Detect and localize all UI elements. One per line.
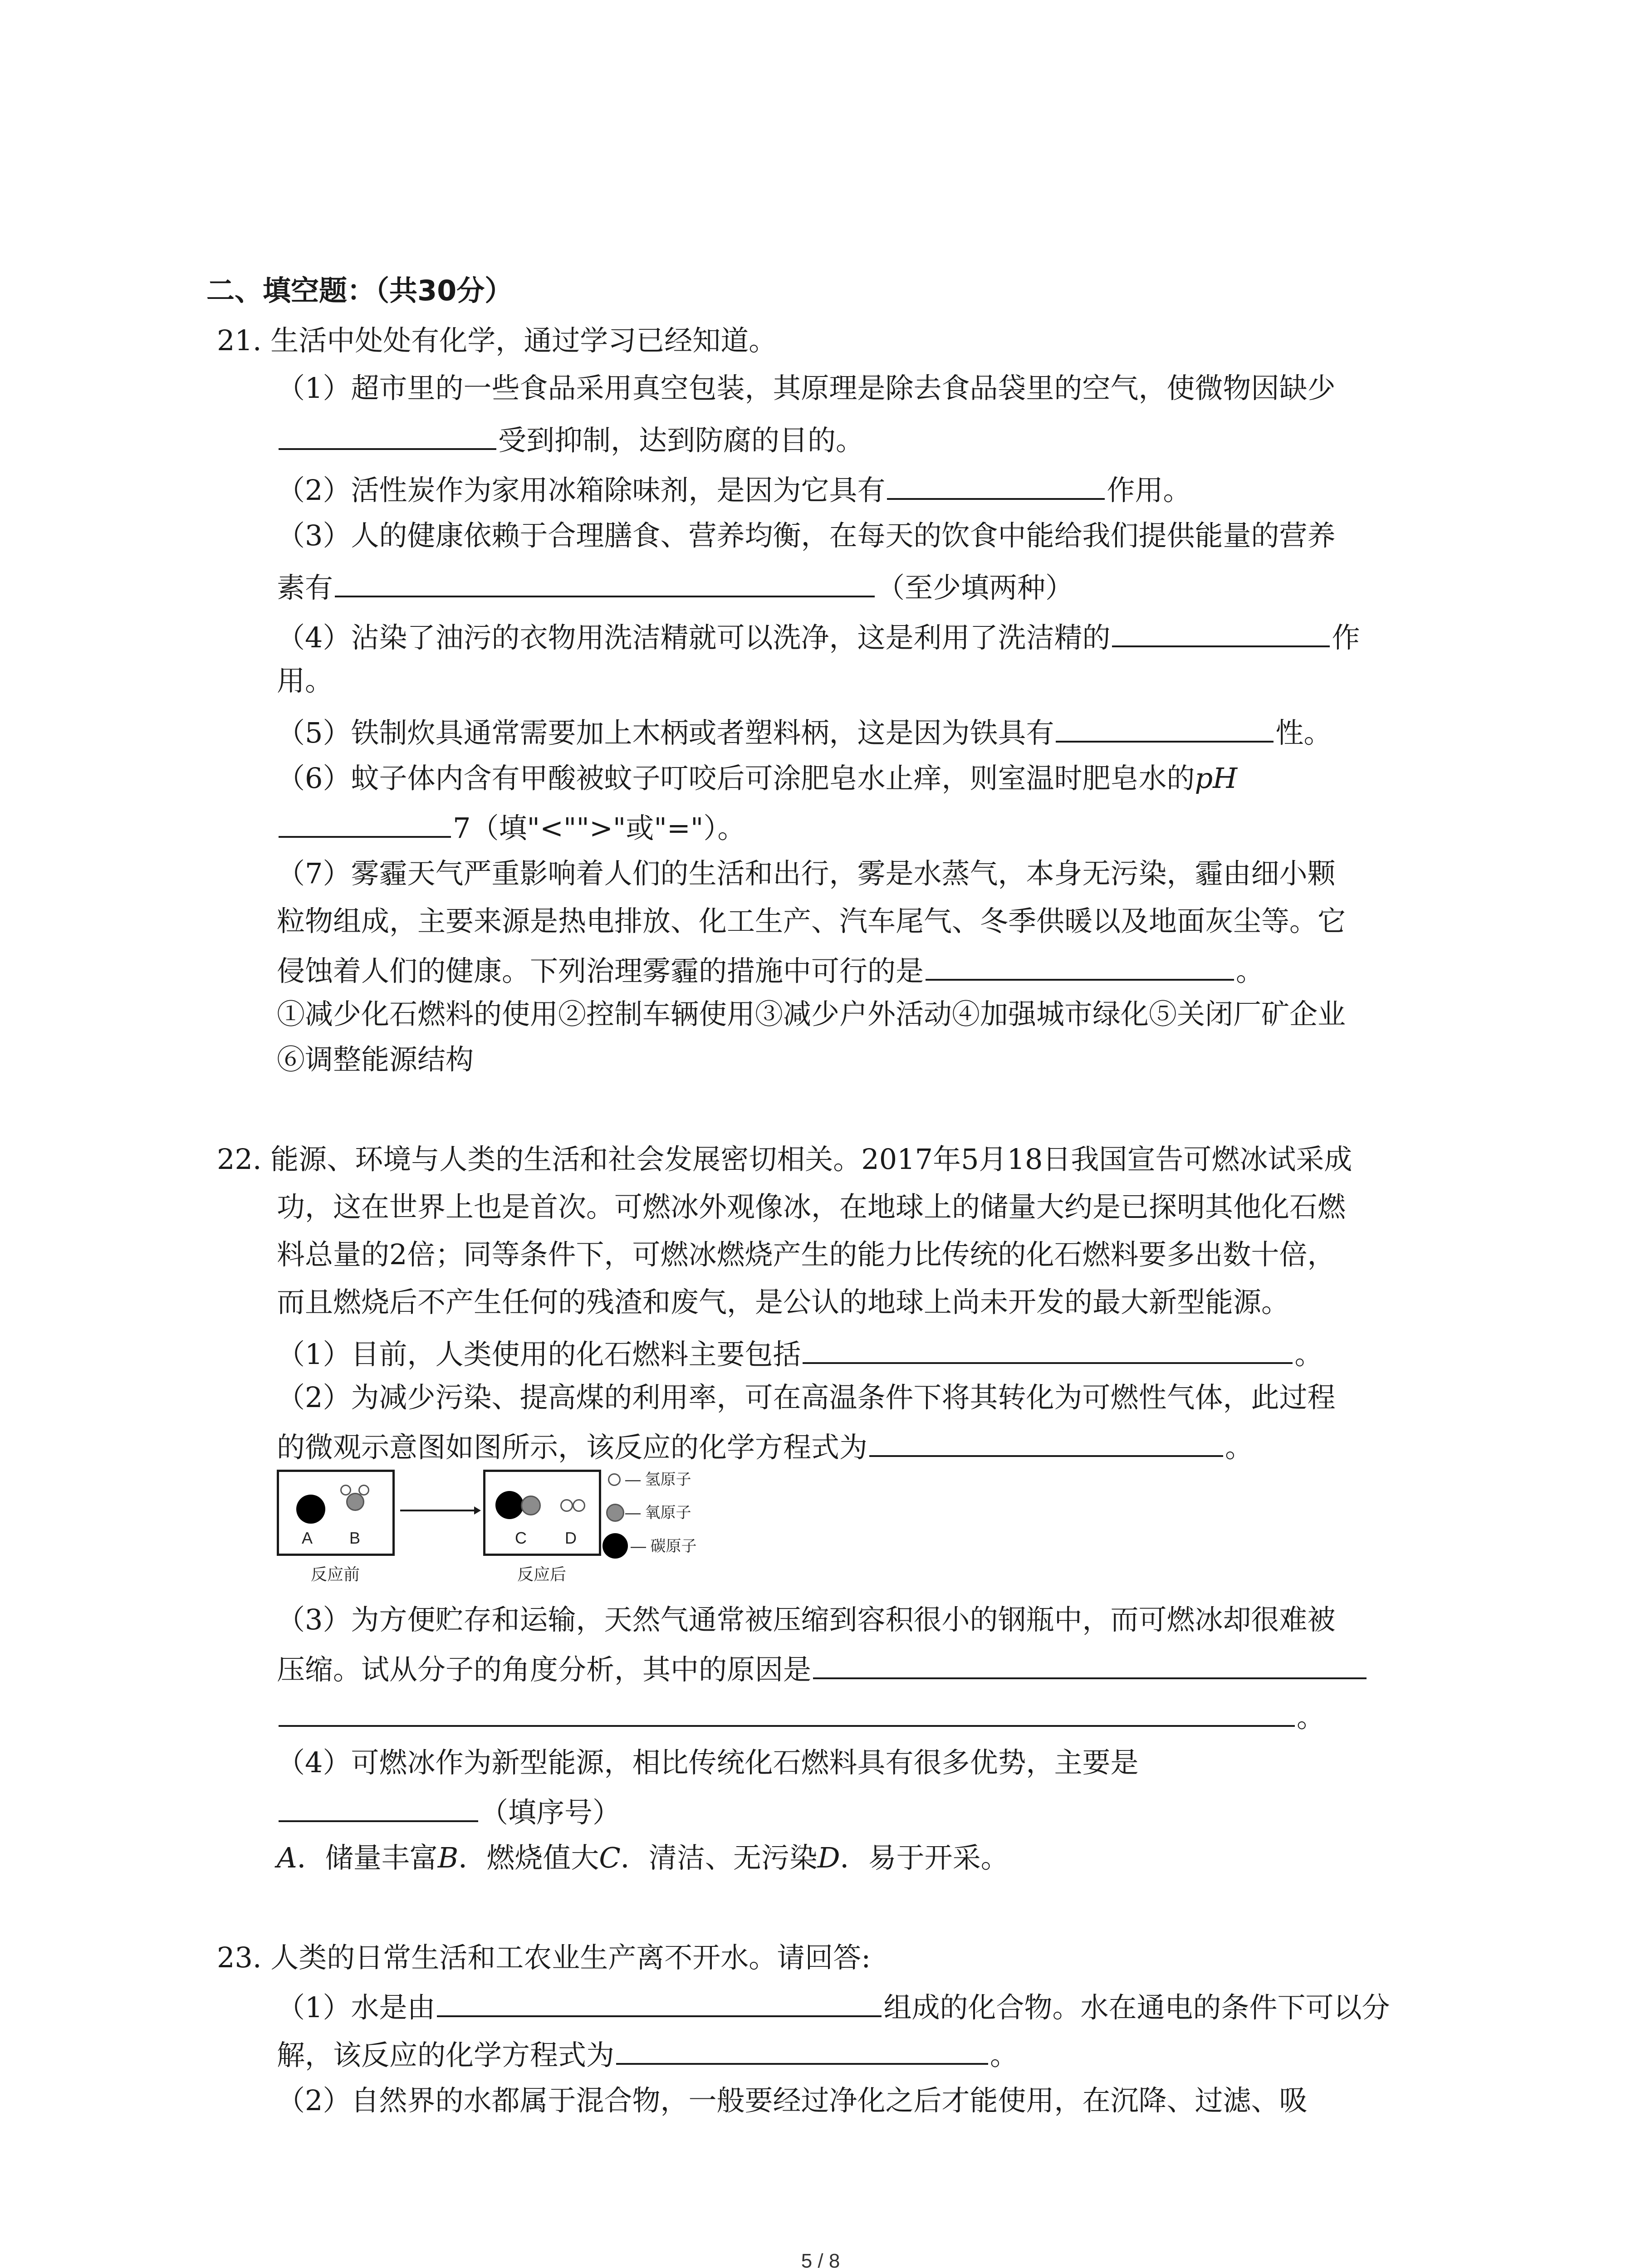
- caption-after: 反应后: [517, 1565, 567, 1584]
- q21-stem: 21. 生活中处处有化学，通过学习已经知道。: [217, 324, 777, 357]
- answer-blank[interactable]: [887, 472, 1105, 500]
- option-a-letter: A: [277, 1841, 297, 1874]
- page-number: 5 / 8: [801, 2250, 840, 2268]
- hydrogen-atom: [560, 1499, 573, 1512]
- q22-p4-tail: （填序号）: [480, 1796, 621, 1829]
- section-title: 二、填空题：（共30分）: [206, 274, 513, 307]
- q22-p4-line2: [277, 1794, 621, 1828]
- hydrogen-atom: [340, 1485, 351, 1496]
- legend-carbon: — 碳原子: [631, 1538, 697, 1555]
- legend-oxygen: — 氧原子: [625, 1504, 691, 1521]
- legend-hydrogen: — 氢原子: [625, 1471, 691, 1488]
- option-c-text: ．清洁、无污染: [620, 1841, 818, 1874]
- q21-p7-line3: [277, 953, 1264, 987]
- answer-blank[interactable]: [813, 1651, 1367, 1679]
- answer-blank[interactable]: [1112, 619, 1330, 647]
- q22-options: [277, 1842, 1009, 1874]
- oxygen-atom: [521, 1496, 541, 1515]
- q22-p3-line2: [277, 1651, 1368, 1686]
- q21-p4-line2: 用。: [277, 664, 333, 697]
- q21-p6-text: （6）蚊子体内含有甲酸被蚊子叮咬后可涂肥皂水止痒，则室温时肥皂水的: [277, 762, 1195, 795]
- label-a: A: [302, 1529, 313, 1547]
- q21-p2-text: （2）活性炭作为家用冰箱除味剂，是因为它具有: [277, 474, 886, 507]
- hydrogen-legend-icon: [608, 1473, 621, 1486]
- q21-p6-tail: 7（填"<"">"或"="）。: [453, 811, 746, 845]
- q21-p3-line1: （3）人的健康依赖于合理膳食、营养均衡，在每天的饮食中能给我们提供能量的营养: [277, 519, 1336, 552]
- option-b-text: ．燃烧值大: [458, 1841, 599, 1874]
- q22-p1-tail: 。: [1294, 1338, 1323, 1371]
- q22-p3-text: 压缩。试从分子的角度分析，其中的原因是: [277, 1653, 812, 1686]
- q21-p5-tail: 性。: [1275, 716, 1332, 749]
- option-d-letter: D: [817, 1841, 840, 1874]
- q21-p2-tail: 作用。: [1107, 474, 1191, 507]
- answer-blank[interactable]: [869, 1429, 1223, 1457]
- q23-stem: 23. 人类的日常生活和工农业生产离不开水。请回答:: [217, 1941, 871, 1974]
- answer-blank[interactable]: [1056, 714, 1274, 743]
- q22-p2-tail: 。: [1225, 1431, 1254, 1464]
- q22-stem-line2: 功，这在世界上也是首次。可燃冰外观像冰，在地球上的储量大约是已探明其他化石燃: [277, 1190, 1346, 1223]
- q23-p1-tail: 。: [990, 2038, 1019, 2072]
- hydrogen-atom: [573, 1499, 585, 1512]
- q22-p2-text: 的微观示意图如图所示，该反应的化学方程式为: [277, 1431, 868, 1464]
- carbon-atom: [495, 1491, 524, 1519]
- q22-p1: [277, 1336, 1323, 1370]
- q22-p4-line1: （4）可燃冰作为新型能源，相比传统化石燃料具有很多优势，主要是: [277, 1746, 1139, 1779]
- answer-blank[interactable]: [926, 953, 1234, 981]
- arrow-icon: [399, 1504, 481, 1517]
- answer-blank[interactable]: [279, 1794, 478, 1822]
- before-box: [277, 1470, 395, 1556]
- q21-p7-tail: 。: [1236, 954, 1264, 987]
- label-c: C: [515, 1529, 527, 1547]
- q21-p7-option6: ⑥调整能源结构: [277, 1043, 474, 1076]
- q21-p7-options: ①减少化石燃料的使用②控制车辆使用③减少户外活动④加强城市绿化⑤关闭厂矿企业: [277, 997, 1346, 1031]
- q21-p5-text: （5）铁制炊具通常需要加上木柄或者塑料柄，这是因为铁具有: [277, 716, 1054, 749]
- answer-blank[interactable]: [437, 1989, 882, 2017]
- q21-p2: [277, 472, 1191, 506]
- q21-p7-text: 侵蚀着人们的健康。下列治理雾霾的措施中可行的是: [277, 954, 924, 987]
- q21-p5: [277, 714, 1332, 749]
- answer-blank[interactable]: [279, 1699, 1295, 1727]
- q22-p3-tail: 。: [1297, 1701, 1325, 1734]
- option-d-text: ．易于开采。: [840, 1841, 1009, 1874]
- q21-p4-tail: 作: [1332, 621, 1360, 654]
- q22-p3-line3: [277, 1699, 1325, 1733]
- carbon-atom: [296, 1495, 325, 1524]
- q23-p1-text2: 解，该反应的化学方程式为: [277, 2038, 615, 2072]
- label-b: B: [349, 1529, 361, 1547]
- q21-p3-tail: （至少填两种）: [877, 571, 1074, 604]
- q22-p2-line2: [277, 1429, 1253, 1463]
- q21-p4-line1: [277, 619, 1360, 654]
- q21-p6-line2: [277, 810, 745, 844]
- q21-p3-text: 素有: [277, 571, 333, 604]
- option-a-text: ．储量丰富: [297, 1841, 438, 1874]
- q22-p1-text: （1）目前，人类使用的化石燃料主要包括: [277, 1338, 801, 1371]
- q21-p1-line2: [277, 422, 864, 456]
- after-box: [483, 1470, 601, 1556]
- q21-p6-line1: [277, 762, 1237, 794]
- q23-p1-line2: [277, 2037, 1018, 2071]
- q23-p1-mid: 组成的化合物。水在通电的条件下可以分: [883, 1991, 1390, 2024]
- q21-p7-line1: （7）雾霾天气严重影响着人们的生活和出行，雾是水蒸气，本身无污染，霾由细小颗: [277, 857, 1336, 890]
- q22-stem-line3: 料总量的2倍；同等条件下，可燃冰燃烧产生的能力比传统的化石燃料要多出数十倍，: [277, 1238, 1336, 1271]
- q21-p1-text: 受到抑制，达到防腐的目的。: [498, 424, 864, 457]
- option-b-letter: B: [437, 1841, 459, 1874]
- q22-p3-line1: （3）为方便贮存和运输，天然气通常被压缩到容积很小的钢瓶中，而可燃冰却很难被: [277, 1603, 1336, 1636]
- carbon-legend-icon: [603, 1533, 628, 1559]
- q21-p4-text: （4）沾染了油污的衣物用洗洁精就可以洗净，这是利用了洗洁精的: [277, 621, 1111, 654]
- q21-p3-line2: [277, 569, 1073, 604]
- answer-blank[interactable]: [616, 2037, 988, 2065]
- q21-p7-line2: 粒物组成，主要来源是热电排放、化工生产、汽车尾气、冬季供暖以及地面灰尘等。它: [277, 904, 1346, 938]
- oxygen-atom: [346, 1493, 364, 1511]
- oxygen-legend-icon: [606, 1504, 624, 1522]
- option-c-letter: C: [599, 1841, 621, 1874]
- answer-blank[interactable]: [279, 810, 451, 838]
- q23-p1-line1: [277, 1989, 1390, 2024]
- q23-p2-line1: （2）自然界的水都属于混合物，一般要经过净化之后才能使用，在沉降、过滤、吸: [277, 2084, 1308, 2117]
- q22-p2-line1: （2）为减少污染、提高煤的利用率，可在高温条件下将其转化为可燃性气体，此过程: [277, 1381, 1336, 1414]
- answer-blank[interactable]: [279, 422, 496, 450]
- q22-stem-line1: 22. 能源、环境与人类的生活和社会发展密切相关。2017年5月18日我国宣告可燃冰试采成: [217, 1143, 1352, 1176]
- caption-before: 反应前: [311, 1565, 360, 1584]
- q21-p1-line1: （1）超市里的一些食品采用真空包装，其原理是除去食品袋里的空气，使微物因缺少: [277, 371, 1336, 405]
- answer-blank[interactable]: [335, 569, 875, 597]
- ph-symbol: pH: [1195, 762, 1238, 795]
- label-d: D: [565, 1529, 577, 1547]
- q23-p1-text: （1）水是由: [277, 1991, 436, 2024]
- q22-stem-line4: 而且燃烧后不产生任何的残渣和废气，是公认的地球上尚未开发的最大新型能源。: [277, 1286, 1290, 1319]
- answer-blank[interactable]: [803, 1336, 1293, 1364]
